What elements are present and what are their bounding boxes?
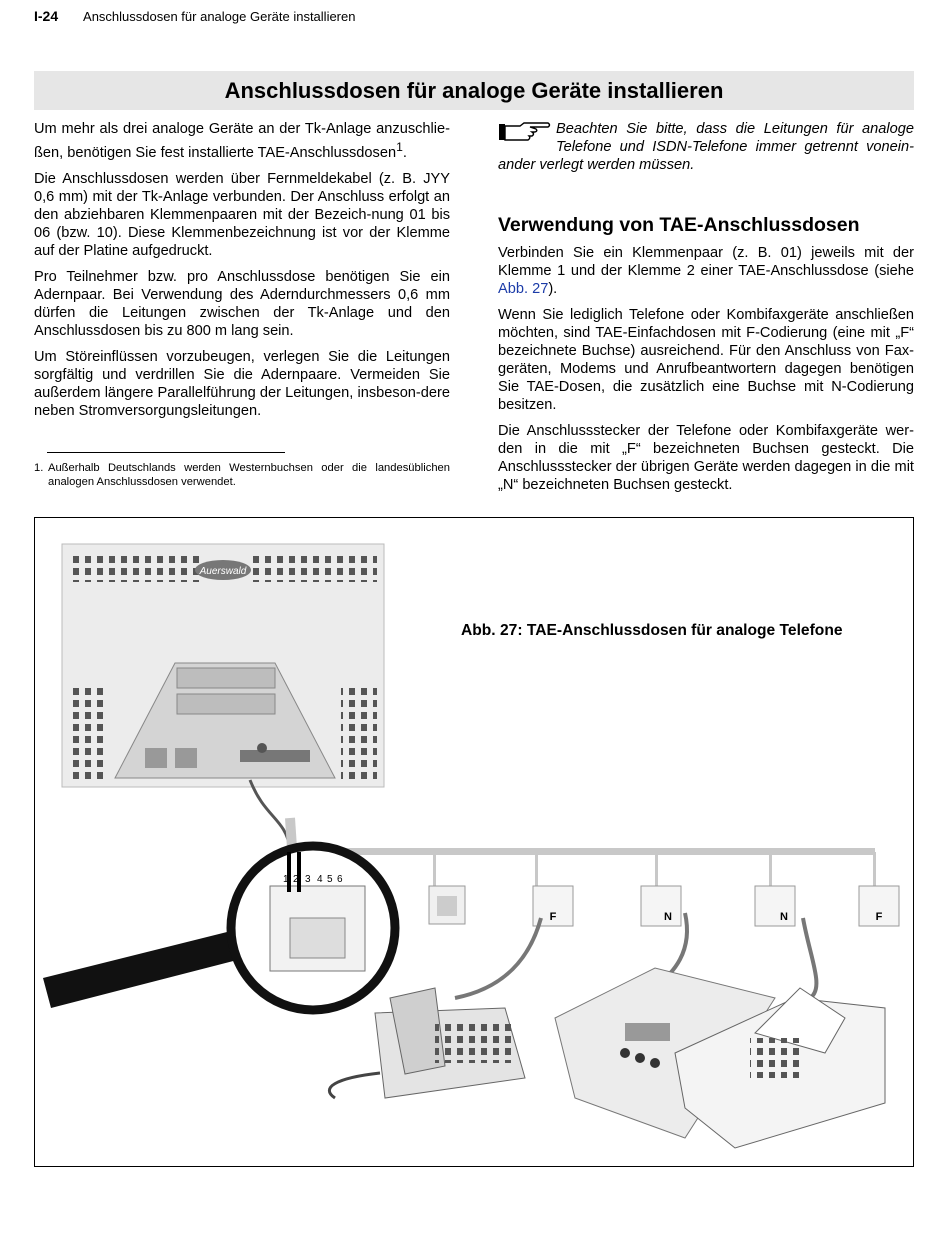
footnote-ref[interactable]: 1 — [396, 140, 403, 154]
paragraph-end: ). — [548, 281, 558, 297]
note-text: Beachten Sie bitte, dass die Leitungen für analoge Telefone und ISDN-Telefone immer getrennt vonein-ander verlegt werden müssen. — [498, 121, 914, 173]
page-number: I-24 — [34, 8, 59, 24]
svg-text:F: F — [875, 911, 883, 923]
page-header — [34, 8, 355, 24]
telephone — [329, 988, 525, 1098]
footnote — [34, 461, 450, 489]
footnote-number: 1. — [34, 462, 44, 474]
paragraph — [498, 244, 914, 298]
right-column — [498, 120, 914, 502]
svg-text:N: N — [780, 911, 788, 923]
svg-text:1: 1 — [283, 874, 289, 885]
tae-socket — [429, 886, 465, 924]
tae-socket-nfn — [755, 886, 795, 926]
section-title-banner: Anschlussdosen für analoge Geräte installieren — [34, 71, 914, 110]
paragraph-text: Um mehr als drei analoge Geräte an der Tk-Anlage anzuschlie-ßen, benötigen Sie fest installierte TAE-Anschlussdosen — [34, 121, 450, 161]
svg-text:3: 3 — [305, 874, 311, 885]
installation-illustration — [35, 518, 913, 1166]
svg-text:4: 4 — [317, 874, 323, 885]
svg-text:5: 5 — [327, 874, 333, 885]
figure-box — [34, 517, 914, 1167]
svg-text:N: N — [664, 911, 672, 923]
figure-link[interactable]: Abb. 27 — [498, 281, 549, 297]
svg-text:6: 6 — [337, 874, 343, 885]
paragraph: Die Anschlussstecker der Telefone oder Kombifaxgeräte wer-den in die mit „F“ bezeichneten Buchsen gesteckt. Die Anschlussstecker der übrigen Geräte werden dagegen in die mit „N“ bezeichneten Buchsen gesteckt. — [498, 423, 914, 493]
magnifier — [43, 846, 395, 1010]
tae-socket-f — [859, 886, 899, 926]
paragraph: Die Anschlussdosen werden über Fernmeldekabel (z. B. JYY 0,6 mm) mit der Tk-Anlage verbunden. Der Anschluss erfolgt an den abziehbaren Klemmenpaaren mit der Bezeich-nung 01 bis 06 (bzw. 10). Diese Klemmenbezeichnung ist vor der Klemme auf der Platine aufgedruckt. — [34, 170, 450, 259]
brand-logo: Auerswald — [199, 566, 247, 577]
left-column — [34, 120, 450, 428]
paragraph: Pro Teilnehmer bzw. pro Anschlussdose benötigen Sie ein Adernpaar. Bei Verwendung des Aderndurchmessers 0,6 mm dürfen die Leitungen zwischen der Tk-Anlage und den Anschlussdosen bis zu 800 m lang sein. — [34, 268, 450, 339]
paragraph — [34, 120, 450, 162]
svg-text:F: F — [549, 911, 557, 923]
pbx-unit — [62, 544, 384, 787]
pointing-hand-icon — [498, 121, 552, 143]
section-heading: Verwendung von TAE-Anschlussdosen — [498, 214, 860, 236]
svg-text:2: 2 — [293, 874, 299, 885]
tae-socket-nfn — [641, 886, 681, 926]
note-block — [498, 120, 914, 174]
paragraph: Um Störeinflüssen vorzubeugen, verlegen Sie die Leitungen sorgfältig und verdrillen Sie die Adernpaare. Vermeiden Sie außerdem längere Parallelführung der Leitungen, insbeson-dere neben Stromversorgungsleitungen. — [34, 348, 450, 419]
paragraph-end: . — [402, 144, 407, 161]
running-title: Anschlussdosen für analoge Geräte installieren — [83, 9, 356, 24]
figure-caption: Abb. 27: TAE-Anschlussdosen für analoge Telefone — [461, 622, 843, 639]
footnote-divider — [47, 452, 285, 453]
paragraph: Wenn Sie lediglich Telefone oder Kombifaxgeräte anschließen möchten, sind TAE-Einfachdosen mit F-Codierung (eine mit „F“ bezeichnete Buchse) ausreichend. Für den Anschluss von Fax-geräten, Modems und Anrufbeantwortern dagegen benötigen Sie TAE-Dosen, die zusätzlich eine Buchse mit N-Codierung besitzen. — [498, 307, 914, 413]
paragraph-text: Verbinden Sie ein Klemmenpaar (z. B. 01) jeweils mit der Klemme 1 und der Klemme 2 einer TAE-Anschlussdose (siehe — [498, 245, 914, 279]
footnote-text: Außerhalb Deutschlands werden Westernbuchsen oder die landesüblichen analogen Anschlussdosen verwendet. — [48, 462, 450, 488]
